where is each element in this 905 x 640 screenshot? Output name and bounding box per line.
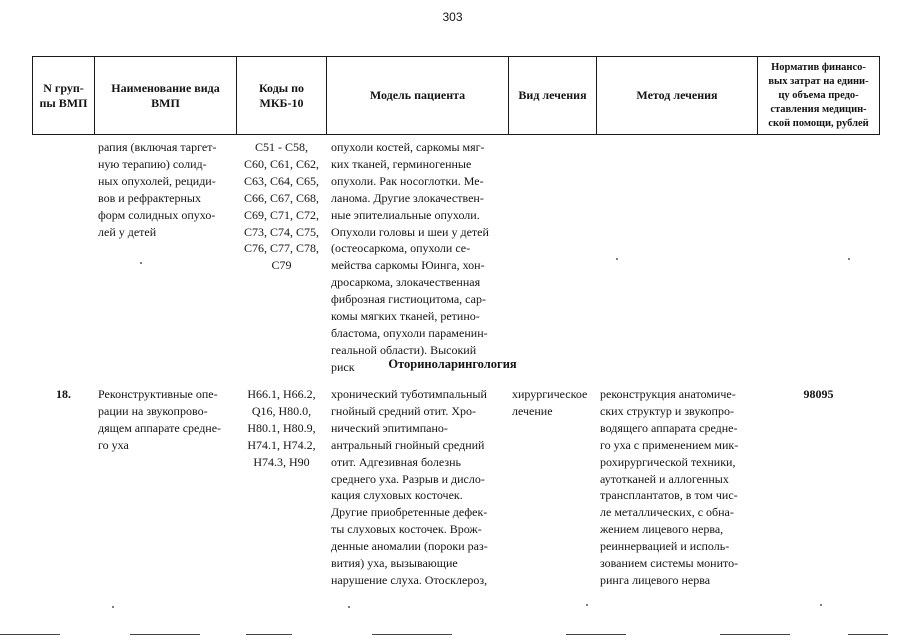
text-line: денные аномалии (пороки раз- (331, 539, 488, 554)
text-line: ких тканей, герминогенные (331, 156, 472, 171)
text-block (370, 88, 465, 103)
page-number: 303 (442, 10, 463, 24)
continued-vmp-name (98, 139, 216, 240)
text-line: фиброзная гистиоцитома, сар- (331, 292, 486, 307)
text-line: Наименование вида (111, 80, 220, 95)
text-line: хронический туботимпальный (331, 387, 487, 401)
text-line: го уха с применением мик- (600, 437, 739, 452)
text-line: ты слуховых косточек. Врож- (331, 522, 482, 537)
text-line: лечение (512, 403, 553, 418)
scan-edge-line (566, 634, 626, 635)
scan-dot (848, 258, 850, 260)
text-line: C51 - C58, (254, 140, 308, 154)
text-line: зованием системы монито- (600, 556, 739, 571)
text-block (512, 386, 587, 420)
text-line: Q16, H80.0, (251, 403, 312, 418)
row-18-treatment-type (512, 386, 587, 420)
text-block (600, 386, 738, 589)
text-line: хирургическое (512, 387, 588, 401)
text-line: ных опухолей, рециди- (98, 173, 216, 188)
section-title: Оториноларингология (388, 357, 517, 371)
text-line: цу объема предо- (778, 89, 859, 101)
scan-edge-line (246, 634, 292, 635)
text-line: аутотканей и аллогенных (600, 471, 729, 486)
text-line: МКБ-10 (259, 95, 304, 110)
row-18-treatment-method (600, 386, 738, 589)
text-line: ринга лицевого нерва (600, 572, 711, 587)
text-line: Коды по (258, 80, 305, 95)
text-line: ской помощи, рублей (768, 117, 869, 129)
continued-icd-codes (237, 139, 326, 274)
text-line: гнойный средний отит. Хро- (331, 403, 477, 418)
text-block (98, 139, 216, 240)
text-line: Модель пациента (369, 88, 466, 102)
text-line: вых затрат на едини- (768, 75, 869, 87)
text-line: ные эпителиальные опухоли. (331, 207, 480, 222)
table-right-border (879, 56, 880, 135)
scan-edge-line (0, 634, 60, 635)
text-block (768, 61, 868, 131)
text-line: нический эпитимпано- (331, 420, 448, 435)
text-line: Метод лечения (636, 88, 718, 102)
header-patient-model (327, 57, 508, 134)
text-line: форм солидных опухо- (98, 207, 216, 222)
text-line: пы ВМП (39, 95, 88, 110)
text-line: C73, C74, C75, (243, 224, 319, 239)
text-line: комы мягких тканей, ретино- (331, 309, 480, 324)
text-line: Вид лечения (518, 88, 587, 102)
scan-edge-line (848, 634, 888, 635)
text-line: дросаркома, злокачественная (331, 275, 481, 290)
header-treatment-type (509, 57, 596, 134)
text-line: го уха (98, 437, 129, 452)
scan-dot (112, 606, 114, 608)
header-icd-codes (237, 57, 326, 134)
text-line: H74.1, H74.2, (247, 437, 316, 452)
scan-dot (820, 604, 822, 606)
text-line: риск (331, 359, 355, 374)
text-line: ставления медицин- (770, 103, 867, 115)
text-block (259, 81, 304, 111)
text-line: ную терапию) солид- (98, 156, 207, 171)
row-18-patient-model (331, 386, 488, 589)
text-line: вития) уха, вызывающие (331, 556, 458, 571)
text-line: ских структур и звукопро- (600, 403, 734, 418)
text-line: H80.1, H80.9, (247, 420, 316, 435)
text-line: водящего аппарата средне- (600, 420, 738, 435)
scan-dot (348, 606, 350, 608)
row-18-cost: 98095 (803, 387, 834, 401)
header-vmp-name (95, 57, 236, 134)
text-line: рации на звукопрово- (98, 403, 208, 418)
text-line: реиннервацией и исполь- (600, 539, 730, 554)
text-block (636, 88, 717, 103)
scan-edge-line (130, 634, 200, 635)
text-block (237, 139, 326, 274)
text-block (331, 386, 488, 589)
text-line: (остеосаркома, опухоли се- (331, 241, 471, 256)
text-line: рапия (включая таргет- (98, 140, 217, 154)
text-line: C60, C61, C62, (243, 156, 319, 171)
text-block (237, 386, 326, 471)
scan-dot (140, 262, 142, 264)
text-block (331, 139, 489, 376)
text-line: нарушение слуха. Отосклероз, (331, 572, 488, 587)
text-line: C63, C64, C65, (243, 173, 319, 188)
text-line: ланома. Другие злокачествен- (331, 190, 484, 205)
text-line: Другие приобретенные дефек- (331, 505, 488, 520)
text-line: вов и рефрактерных (98, 190, 201, 205)
text-line: ВМП (151, 95, 180, 110)
text-line: H66.1, H66.2, (247, 387, 316, 401)
text-line: C79 (271, 258, 292, 273)
text-line: отит. Адгезивная болезнь (331, 454, 461, 469)
row-18-icd-codes (237, 386, 326, 471)
text-line: C66, C67, C68, (243, 190, 319, 205)
text-line: Реконструктивные опе- (98, 387, 218, 401)
text-line: антральный гнойный средний (331, 437, 485, 452)
text-line: C69, C71, C72, (243, 207, 319, 222)
row-18-number: 18. (56, 387, 71, 401)
row-18-vmp-name (98, 386, 221, 454)
text-line: C76, C77, C78, (243, 241, 319, 256)
text-line: жением лицевого нерва, (600, 522, 724, 537)
text-line: H74.3, H90 (253, 454, 310, 469)
text-line: среднего уха. Разрыв и дисло- (331, 471, 485, 486)
scan-dot (586, 604, 588, 606)
text-block (111, 81, 219, 111)
text-line: трансплантатов, в том чис- (600, 488, 738, 503)
text-block (40, 81, 88, 111)
scan-dot (616, 258, 618, 260)
text-line: опухоли. Рак носоглотки. Ме- (331, 173, 484, 188)
text-line: ле металлических, с обна- (600, 505, 734, 520)
text-line: реконструкция анатомиче- (600, 387, 736, 401)
text-line: Опухоли головы и шеи у детей (331, 224, 489, 239)
header-cost-standard (758, 57, 879, 134)
scan-edge-line (720, 634, 790, 635)
scan-edge-line (372, 634, 452, 635)
text-line: дящем аппарате средне- (98, 420, 222, 435)
text-block (98, 386, 221, 454)
header-group-number (33, 57, 94, 134)
text-line: бластома, опухоли параменин- (331, 325, 488, 340)
text-line: кация слуховых косточек. (331, 488, 463, 503)
header-bottom-border (32, 134, 880, 135)
text-line: лей у детей (98, 224, 157, 239)
text-line: опухоли костей, саркомы мяг- (331, 140, 485, 154)
header-treatment-method (597, 57, 757, 134)
text-line: мейства саркомы Юинга, хон- (331, 258, 485, 273)
text-line: Норматив финансо- (771, 61, 866, 73)
text-line: геальной области). Высокий (331, 342, 477, 357)
continued-patient-model (331, 139, 489, 376)
text-line: рохирургической техники, (600, 454, 736, 469)
text-line: N груп- (43, 80, 84, 95)
text-block (518, 88, 586, 103)
